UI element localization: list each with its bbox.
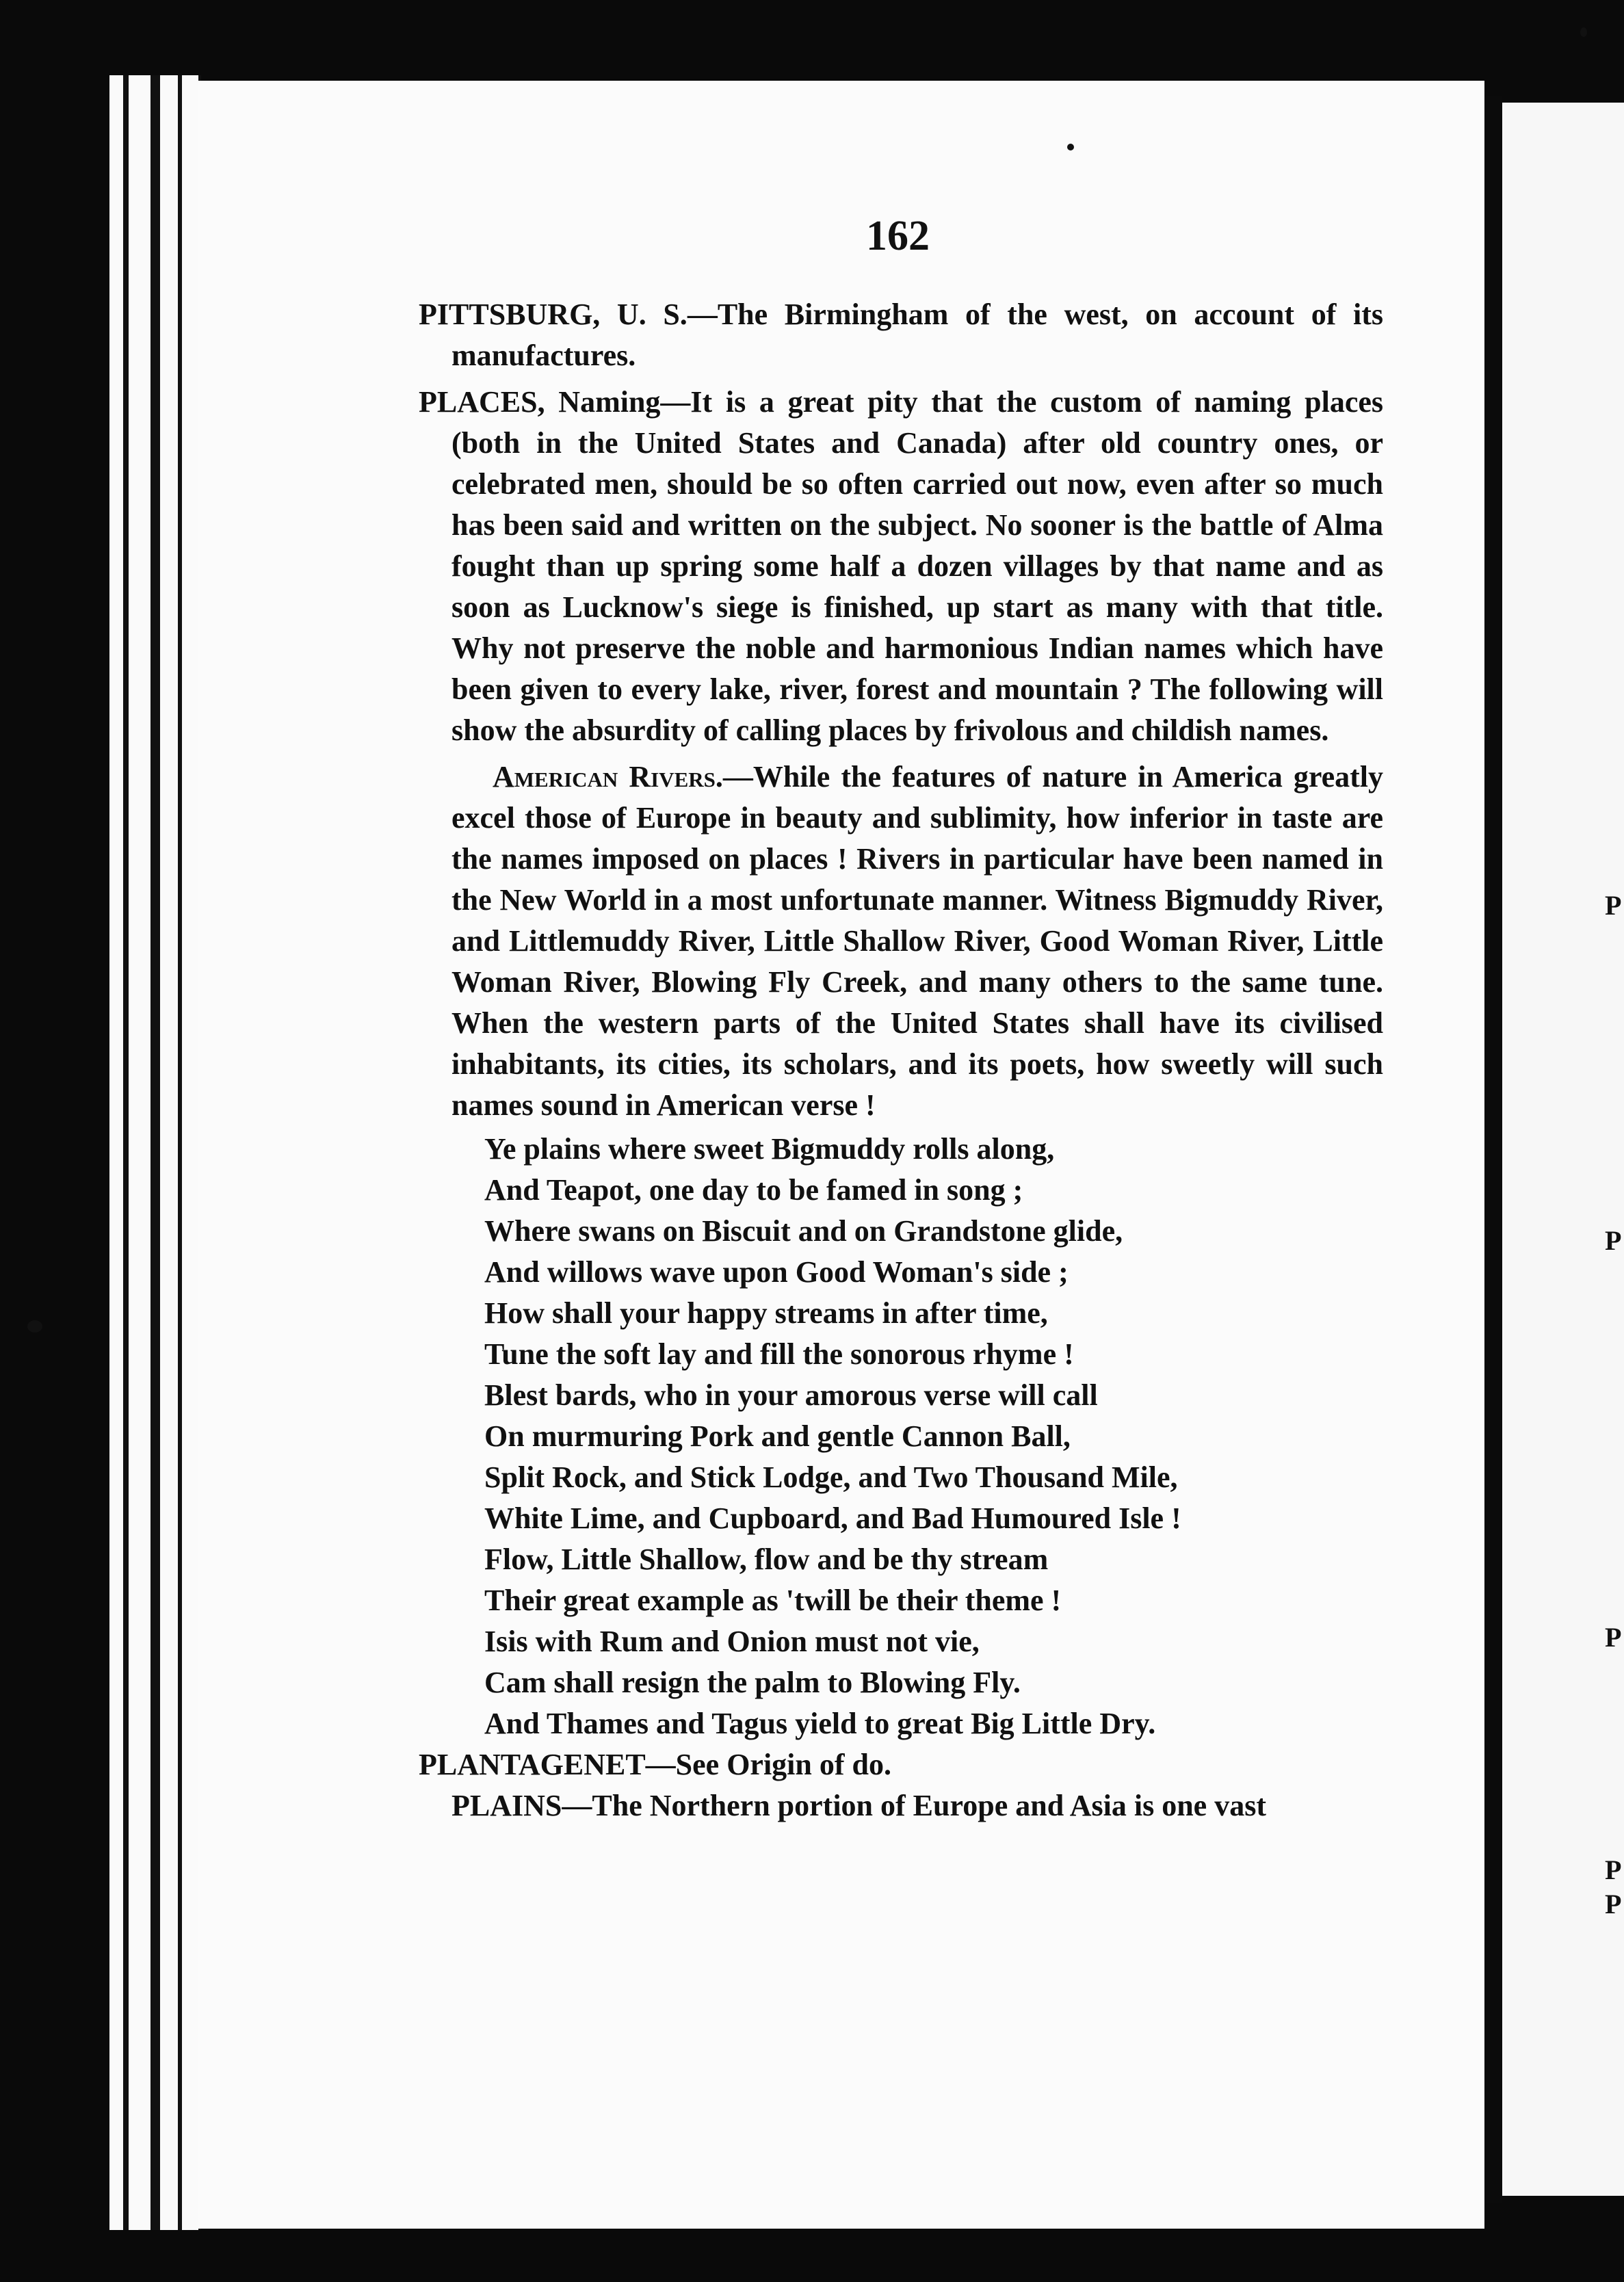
poem-line: Their great example as 'twill be their theme ! [484, 1584, 1062, 1617]
entry-american-rivers [419, 757, 1383, 1126]
facing-page-letter: P [1605, 1225, 1622, 1256]
poem-line: Blest bards, who in your amorous verse will call [484, 1378, 1098, 1412]
facing-page-letter: P [1605, 1622, 1622, 1653]
poem-line: Isis with Rum and Onion must not vie, [484, 1625, 980, 1658]
poem-line: Flow, Little Shallow, flow and be thy stream [484, 1543, 1049, 1576]
entry-places [419, 382, 1383, 751]
book-page-edges [109, 75, 201, 2230]
poem-line: And willows wave upon Good Woman's side ; [484, 1255, 1069, 1289]
entry-text: —The Birmingham of the west, on account of its manufactures. [451, 298, 1383, 372]
scan-speck [27, 1320, 42, 1333]
page-text [419, 294, 1383, 1826]
entry-plains: PLAINS—The Northern portion of Europe and Asia is one vast [451, 1789, 1266, 1822]
page-number: 162 [866, 213, 930, 259]
poem-line: Tune the soft lay and fill the sonorous rhyme ! [484, 1337, 1074, 1371]
paragraph-text: —While the features of nature in America greatly excel those of Europe in beauty and sublimity, how inferior in taste are the names imposed on places ! Rivers in particular have been named in the New World in a most unfortunate manner. Witness Bigmuddy River, and Littlemuddy River, Little Shallow River, Good Woman River, Little Woman River, Blowing Fly Creek, and many others to the same tune. When the western parts of the United States shall have its civilised inhabitants, its cities, its scholars, and its poets, how sweetly will such names sound in American verse ! [451, 760, 1384, 1122]
poem-line: On murmuring Pork and gentle Cannon Ball, [484, 1419, 1071, 1453]
page-edge-line [178, 75, 182, 2230]
facing-page-letter: P [1605, 890, 1622, 921]
scan-speck [1067, 144, 1074, 150]
facing-page-letter: P [1605, 1889, 1622, 1919]
poem-line: Ye plains where sweet Bigmuddy rolls along, [484, 1132, 1055, 1166]
poem-line: And Thames and Tagus yield to great Big Little Dry. [484, 1707, 1156, 1740]
entry-plantagenet: PLANTAGENET—See Origin of do. [419, 1748, 892, 1781]
entry-pittsburg [419, 294, 1383, 376]
page-edge-line [150, 75, 160, 2230]
page-edge-line [123, 75, 129, 2230]
poem-line: Split Rock, and Stick Lodge, and Two Thousand Mile, [484, 1460, 1178, 1494]
scan-speck [1580, 27, 1587, 37]
entry-heading: PITTSBURG, U. S. [419, 298, 687, 331]
poem-line: Cam shall resign the palm to Blowing Fly. [484, 1666, 1021, 1699]
facing-page-strip [1502, 103, 1624, 2196]
subheading: American Rivers. [493, 760, 723, 794]
poem-line: White Lime, and Cupboard, and Bad Humoured Isle ! [484, 1501, 1181, 1535]
entry-heading: PLACES, [419, 385, 545, 419]
poem [419, 1129, 1383, 1744]
facing-page-letter: P [1605, 1854, 1622, 1885]
poem-line: Where swans on Biscuit and on Grandstone glide, [484, 1214, 1123, 1248]
poem-line: And Teapot, one day to be famed in song ; [484, 1173, 1023, 1207]
binding-gutter [1484, 96, 1502, 2203]
poem-line: How shall your happy streams in after time, [484, 1296, 1048, 1330]
entry-text: Naming—It is a great pity that the custom of naming places (both in the United States and Canada) after old country ones, or celebrated men, should be so often carried out now, even after so much has been said and written on the subject. No sooner is the battle of Alma fought than up spring some half a dozen villages by that name and as soon as Lucknow's siege is finished, up start as many with that title. Why not preserve the noble and harmonious Indian names which have been given to every lake, river, forest and mountain ? The following will show the absurdity of calling places by frivolous and childish names. [451, 385, 1383, 747]
